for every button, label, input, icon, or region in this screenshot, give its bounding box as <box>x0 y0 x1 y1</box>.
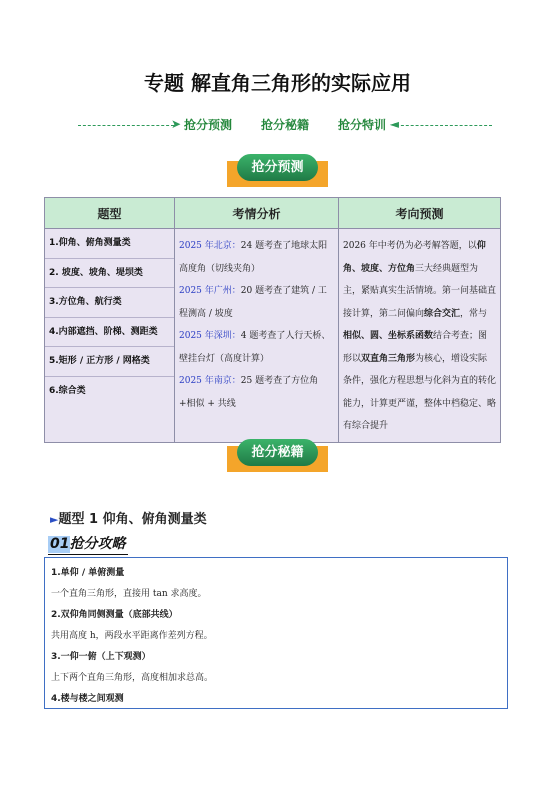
tip-text: 共用高度 h，两段水平距离作差列方程。 <box>51 631 213 641</box>
tips-underline <box>48 554 128 555</box>
tips-title <box>50 533 125 553</box>
analysis-text: 25 题考查了方位角+相似 + 共线 <box>179 376 319 409</box>
banner-label: 抢分秘籍 <box>237 439 318 466</box>
type-item: 2. 坡度、坡角、堤坝类 <box>45 259 174 289</box>
arrow-right-icon: ➤ <box>171 117 182 131</box>
analysis-entry <box>179 370 334 415</box>
type-item: 5.矩形 / 正方形 / 网格类 <box>45 347 174 377</box>
nav-items <box>184 116 386 133</box>
table-header-row <box>45 198 501 229</box>
forecast-text: 为核心，增设实际条件，强化方程思想与化斜为直的转化能力，计算更严谨，整体中档稳定、略有综合提升 <box>343 353 497 431</box>
header-forecast: 考向预测 <box>339 198 501 229</box>
type-item: 6.综合类 <box>49 385 86 396</box>
banner-secrets <box>227 439 328 472</box>
banner-forecast <box>227 154 328 187</box>
analysis-entry <box>179 325 334 370</box>
nav-item-training[interactable]: 抢分特训 <box>337 118 386 132</box>
forecast-bold: 相似、圆、坐标系函数 <box>343 331 434 341</box>
tips-number: 01 <box>50 536 70 552</box>
tip-heading: 4.楼与楼之间观测 <box>51 694 124 704</box>
nav-divider-left <box>78 125 174 126</box>
forecast-bold: 双直角三角形 <box>361 353 416 364</box>
forecast-text: 结合考查；图形以 <box>343 331 488 364</box>
type-item: 1.仰角、俯角测量类 <box>45 229 174 259</box>
analysis-year: 2025 年北京： <box>179 241 241 251</box>
forecast-cell <box>339 229 501 443</box>
nav-item-secrets[interactable]: 抢分秘籍 <box>260 118 309 132</box>
analysis-entry <box>179 235 334 280</box>
analysis-text: 20 题考查了建筑 / 工程测高 / 坡度 <box>179 286 327 319</box>
type-item: 4.内部遮挡、阶梯、测距类 <box>45 318 174 348</box>
exam-analysis-table <box>44 197 501 443</box>
forecast-text: 2026 年中考仍为必考解答题，以 <box>343 241 477 251</box>
tip-text: 上下两个直角三角形，高度相加求总高。 <box>51 673 214 683</box>
forecast-bold: 仰角、坡度、方位角 <box>343 241 486 274</box>
tip-heading: 2.双仰角同侧测量（底部共线） <box>51 610 178 620</box>
arrow-left-icon: ◄ <box>389 117 399 131</box>
forecast-text: 三大经典题型为主，紧贴真实生活情境。第一问基础直接计算，第二问偏向 <box>343 263 497 319</box>
tip-text: 一个直角三角形，直接用 tan 求高度。 <box>51 589 207 599</box>
tips-label: 抢分攻略 <box>69 536 126 552</box>
banner-label: 抢分预测 <box>237 154 318 181</box>
analysis-text: 24 题考查了地球太阳高度角（切线夹角） <box>179 241 328 274</box>
forecast-text: ，常与 <box>460 308 488 319</box>
header-analysis: 考情分析 <box>175 198 339 229</box>
page-title: 专题 解直角三角形的实际应用 <box>144 71 411 95</box>
question-type-label: 题型 1 仰角、俯角测量类 <box>58 512 207 527</box>
section-nav <box>78 116 492 136</box>
tip-heading: 3.一仰一俯（上下观测） <box>51 652 151 662</box>
tips-heading <box>48 533 138 555</box>
tips-box <box>44 557 508 709</box>
analysis-cell <box>175 229 339 443</box>
analysis-year: 2025 年南京： <box>179 376 241 386</box>
nav-divider-right <box>396 125 492 126</box>
analysis-year: 2025 年广州： <box>179 286 241 296</box>
analysis-year: 2025 年深圳： <box>179 331 241 341</box>
forecast-bold: 综合交汇 <box>424 308 461 319</box>
type-item: 3.方位角、航行类 <box>45 288 174 318</box>
nav-item-forecast[interactable]: 抢分预测 <box>184 118 233 132</box>
question-type-heading <box>50 508 207 527</box>
triangle-right-icon: ► <box>50 513 59 526</box>
table-row <box>45 229 501 443</box>
type-list <box>45 229 175 443</box>
analysis-text: 4 题考查了人行天桥、壁挂台灯（高度计算） <box>179 331 331 364</box>
tip-heading: 1.单仰 / 单俯测量 <box>51 568 125 578</box>
header-type: 题型 <box>45 198 175 229</box>
analysis-entry <box>179 280 334 325</box>
